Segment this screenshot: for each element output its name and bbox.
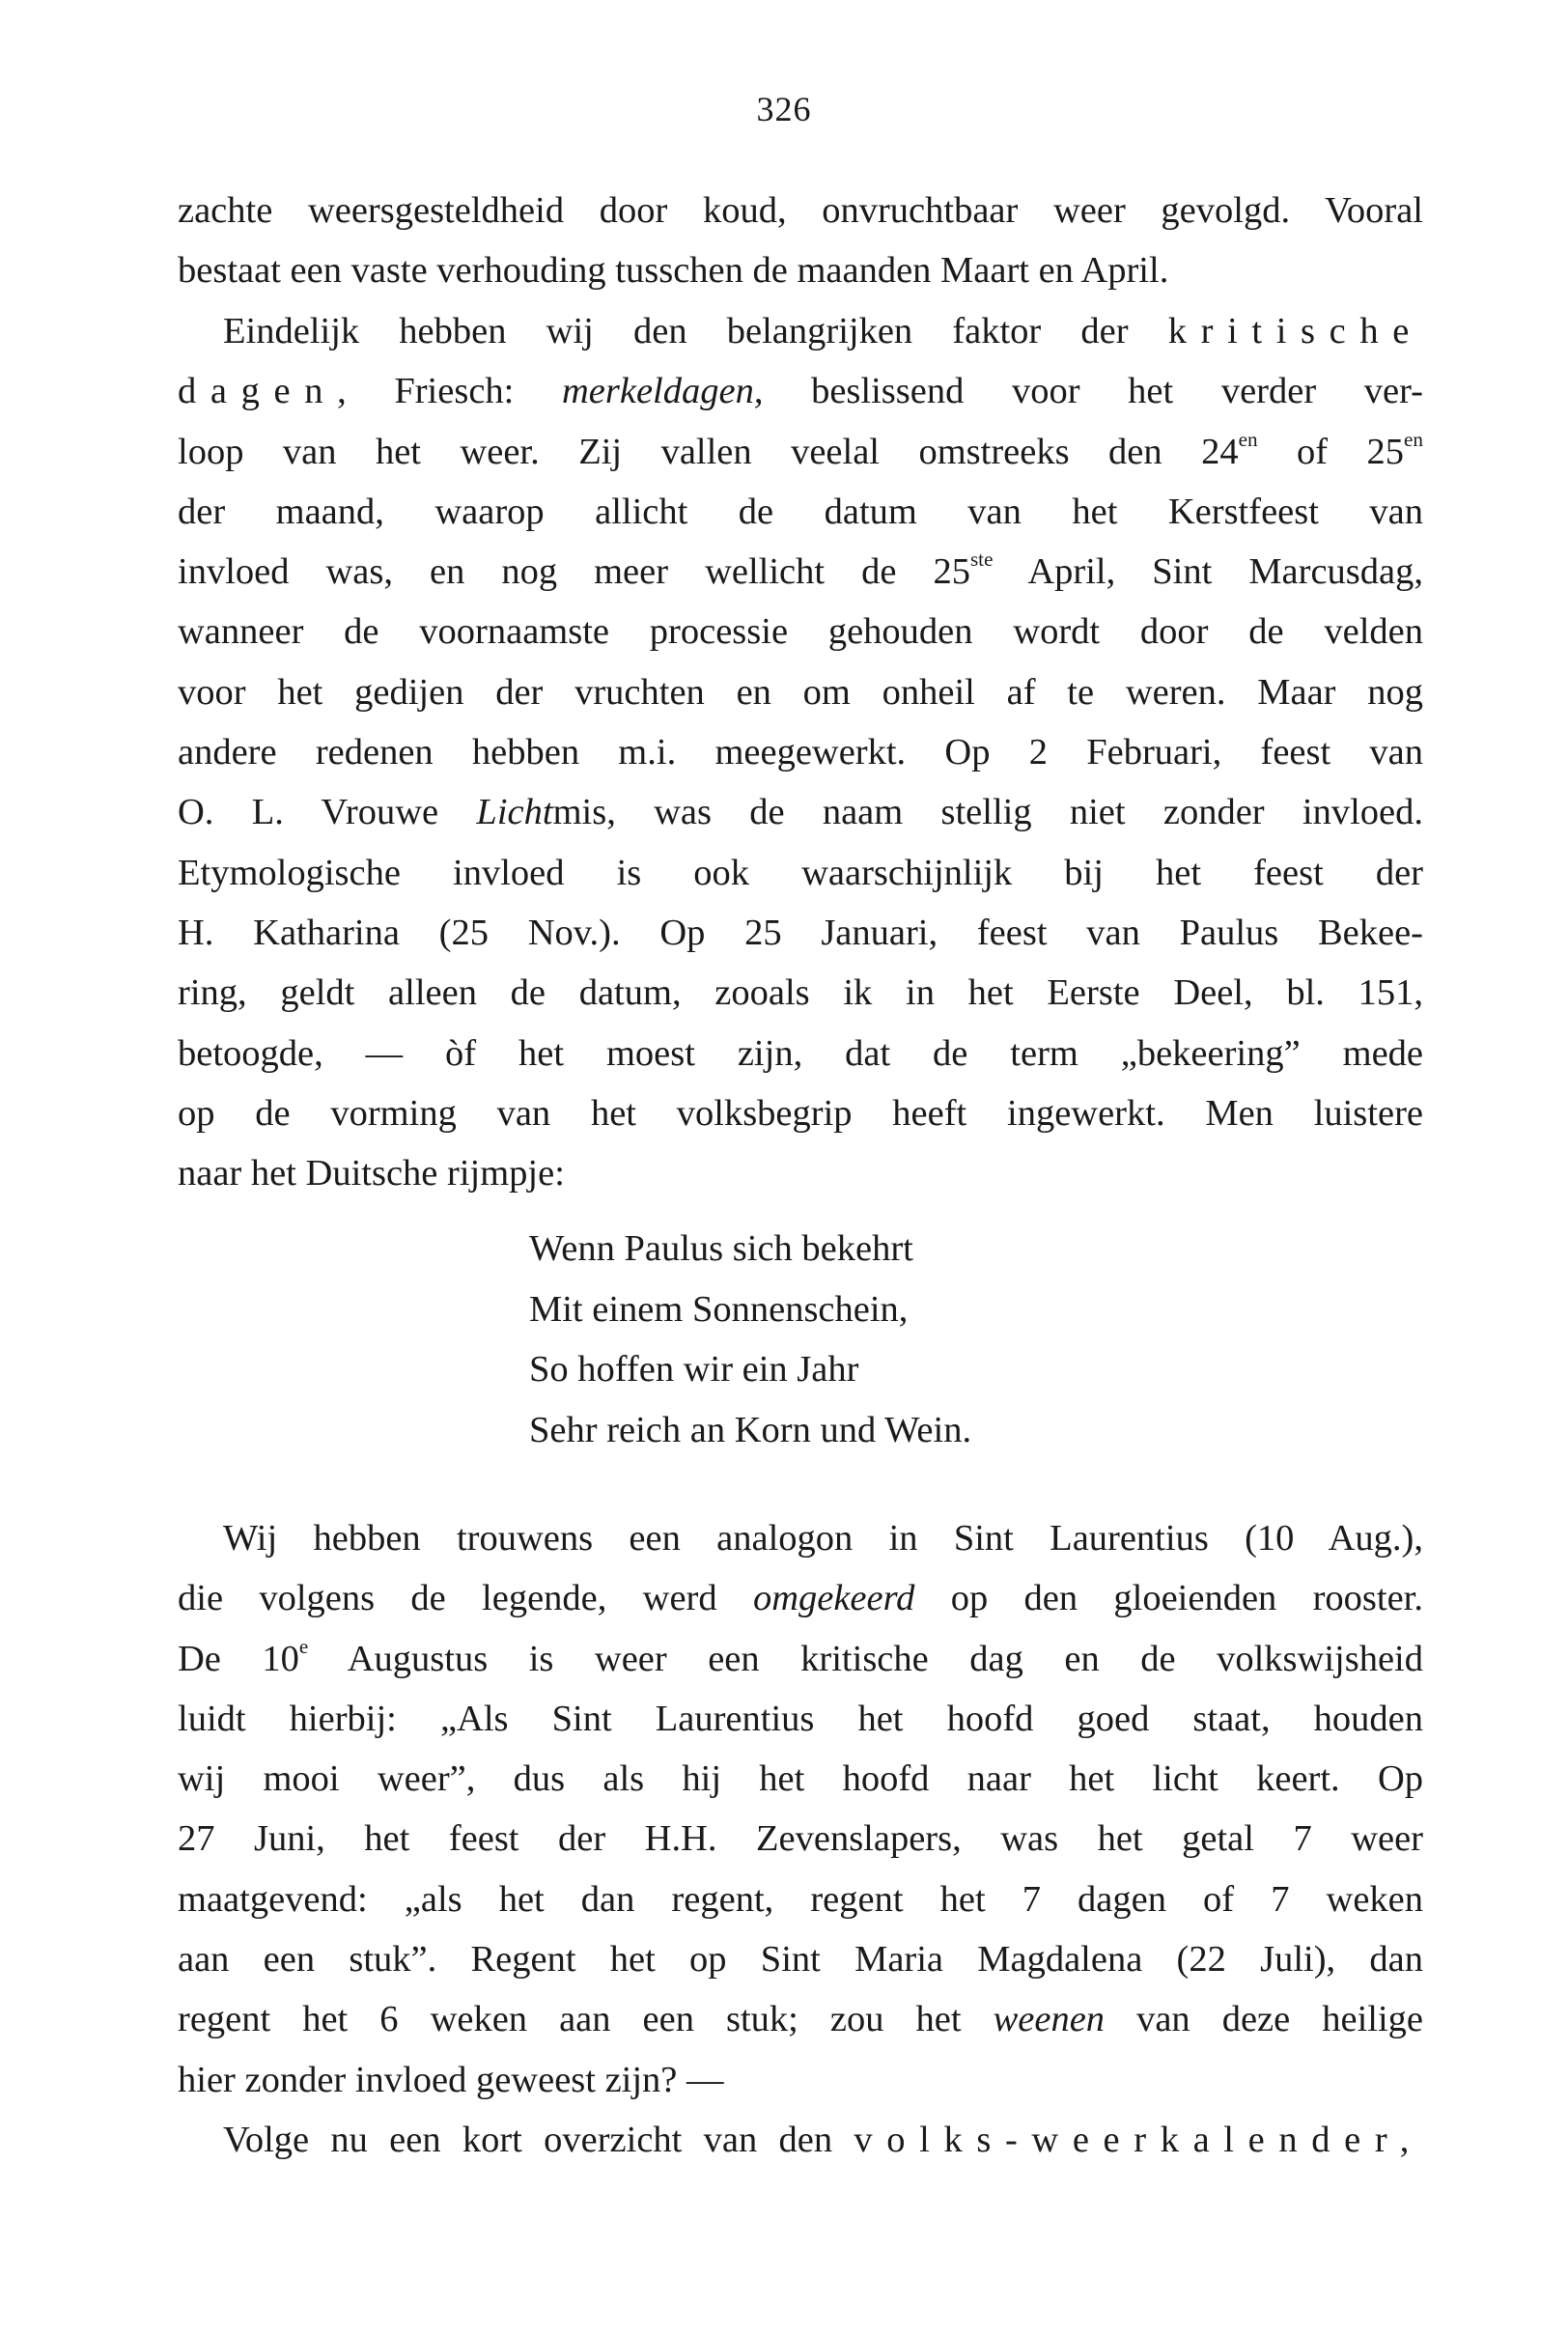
text-line: naar het Duitsche rijmpje:: [178, 1153, 565, 1195]
text-line: O. L. Vrouwe Lichtmis, was de naam stellig niet zonder invloed.: [178, 792, 1423, 833]
italic-term: omgekeerd: [752, 1578, 915, 1619]
poem-line: Sehr reich an Korn und Wein.: [529, 1409, 972, 1450]
text-line: wij mooi weer”, dus als hij het hoofd naar het licht keert. Op: [178, 1758, 1423, 1800]
poem-line: So hoffen wir ein Jahr: [529, 1349, 859, 1390]
poem-line: Wenn Paulus sich bekehrt: [529, 1228, 913, 1269]
text-line: op de vorming van het volksbegrip heeft ingewerkt. Men luistere: [178, 1092, 1423, 1134]
paragraph-1: [178, 181, 1423, 301]
text-line: De 10e Augustus is weer een kritische dag en de volkswijsheid: [178, 1634, 1423, 1679]
paragraph-3: [178, 1508, 1423, 2110]
poem: [529, 1219, 971, 1460]
text-line: betoogde, — òf het moest zijn, dat de term „bekeering” mede: [178, 1032, 1423, 1074]
page-number: 326: [756, 90, 812, 128]
paragraph-2: [178, 301, 1423, 1203]
text-line: H. Katharina (25 Nov.). Op 25 Januari, feest van Paulus Bekee-: [178, 912, 1423, 953]
spaced-term: dagen: [178, 371, 338, 412]
text-line: Eindelijk hebben wij den belangrijken faktor der kritische: [223, 311, 1423, 351]
italic-term: Licht: [476, 792, 553, 833]
text-line: dagen, Friesch: merkeldagen, beslissend voor het verder ver-: [178, 371, 1423, 412]
text-line: 27 Juni, het feest der H.H. Zevenslapers, was het getal 7 weer: [178, 1818, 1423, 1860]
text-line: wanneer de voornaamste processie gehouden wordt door de velden: [178, 611, 1423, 653]
text-line: Wij hebben trouwens een analogon in Sint Laurentius (10 Aug.),: [223, 1518, 1423, 1559]
text-line: maatgevend: „als het dan regent, regent het 7 dagen of 7 weken: [178, 1878, 1423, 1920]
text-line: hier zonder invloed geweest zijn? —: [178, 2059, 724, 2100]
text-line: loop van het weer. Zij vallen veelal omstreeks den $24^{en}$ of $25^{en}$: [178, 427, 1424, 472]
spaced-term: volks-weerkalender,: [854, 2120, 1423, 2160]
italic-term: weenen: [993, 1999, 1106, 2040]
spaced-term: kritische: [1167, 311, 1423, 351]
text-line: die volgens de legende, werd omgekeerd op den gloeienden rooster.: [178, 1578, 1423, 1619]
text-line: regent het 6 weken aan een stuk; zou het weenen van deze heilige: [178, 1999, 1424, 2040]
text-line: der maand, waarop allicht de datum van het Kerstfeest van: [178, 491, 1423, 532]
text-line: luidt hierbij: „Als Sint Laurentius het hoofd goed staat, houden: [178, 1698, 1423, 1739]
text-line: ring, geldt alleen de datum, zooals ik in het Eerste Deel, bl. 151,: [178, 972, 1423, 1014]
text-line: bestaat een vaste verhouding tusschen de maanden Maart en April.: [178, 250, 1169, 292]
italic-term: merkeldagen,: [562, 371, 764, 412]
text-line: zachte weersgesteldheid door koud, onvruchtbaar weer gevolgd. Vooral: [178, 190, 1423, 231]
text-line: Etymologische invloed is ook waarschijnlijk bij het feest der: [178, 852, 1423, 893]
text-line: invloed was, en nog meer wellicht de 25ste April, Sint Marcusdag,: [178, 548, 1424, 593]
text-line: aan een stuk”. Regent het op Sint Maria Magdalena (22 Juli), dan: [178, 1939, 1423, 1981]
text-line: voor het gedijen der vruchten en om onheil af te weren. Maar nog: [178, 671, 1423, 713]
text-line: andere redenen hebben m.i. meegewerkt. Op 2 Februari, feest van: [178, 732, 1423, 773]
paragraph-4: [178, 2110, 1423, 2170]
poem-line: Mit einem Sonnenschein,: [529, 1288, 909, 1330]
text-line: Volge nu een kort overzicht van den volks-weerkalender,: [223, 2120, 1423, 2160]
